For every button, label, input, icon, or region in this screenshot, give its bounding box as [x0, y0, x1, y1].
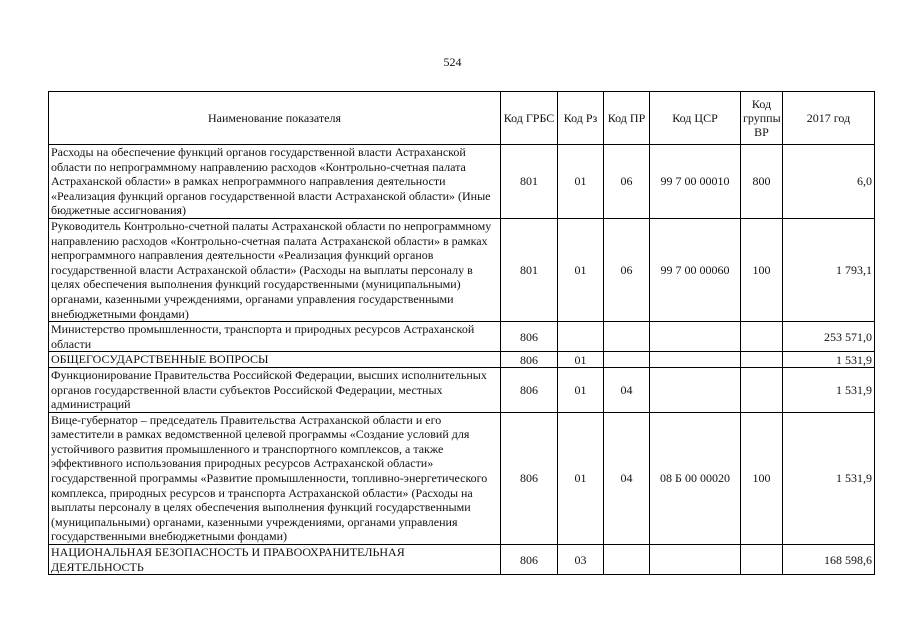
table-row — [49, 218, 875, 321]
cell-csr: 08 Б 00 00020 — [650, 412, 741, 544]
header-pr: Код ПР — [604, 92, 650, 145]
table-row — [49, 412, 875, 544]
cell-vr: 100 — [741, 412, 783, 544]
cell-name: ОБЩЕГОСУДАРСТВЕННЫЕ ВОПРОСЫ — [49, 352, 501, 368]
cell-vr: 100 — [741, 218, 783, 321]
cell-pr: 04 — [604, 412, 650, 544]
table-header-row — [49, 92, 875, 145]
cell-pr: 04 — [604, 367, 650, 412]
cell-value: 1 531,9 — [783, 367, 875, 412]
header-name: Наименование показателя — [49, 92, 501, 145]
cell-rz — [558, 322, 604, 352]
cell-grbs: 801 — [501, 218, 558, 321]
cell-pr: 06 — [604, 218, 650, 321]
table-row — [49, 352, 875, 368]
cell-rz: 01 — [558, 145, 604, 219]
cell-pr — [604, 322, 650, 352]
cell-csr — [650, 545, 741, 575]
cell-vr: 800 — [741, 145, 783, 219]
header-year: 2017 год — [783, 92, 875, 145]
cell-value: 1 793,1 — [783, 218, 875, 321]
cell-pr — [604, 545, 650, 575]
cell-rz: 01 — [558, 412, 604, 544]
cell-name: Вице-губернатор – председатель Правительства Астраханской области и его заместители в рамках ведомственной целевой программы «Создание условий для устойчивого развития промышленного и транспортного комплексов, а также эффективного использования природных ресурсов Астраханской области» государственной программы «Развитие промышленности, топливно-энергетического комплекса, природных ресурсов и транспорта Астраханской области» (Расходы на выплаты персоналу в целях обеспечения выполнения функций государственными (муниципальными) органами, казенными учреждениями, органами управления государственными внебюджетными фондами) — [49, 412, 501, 544]
cell-vr — [741, 352, 783, 368]
cell-value: 6,0 — [783, 145, 875, 219]
cell-grbs: 806 — [501, 545, 558, 575]
page-number: 524 — [443, 55, 462, 69]
cell-csr — [650, 352, 741, 368]
budget-table — [48, 91, 875, 575]
table-row — [49, 322, 875, 352]
cell-pr: 06 — [604, 145, 650, 219]
cell-csr — [650, 322, 741, 352]
cell-grbs: 806 — [501, 352, 558, 368]
cell-grbs: 806 — [501, 412, 558, 544]
header-vr: Код группы ВР — [741, 92, 783, 145]
cell-rz: 03 — [558, 545, 604, 575]
cell-name: Министерство промышленности, транспорта и природных ресурсов Астраханской области — [49, 322, 501, 352]
table-row — [49, 367, 875, 412]
cell-name: Функционирование Правительства Российской Федерации, высших исполнительных органов государственной власти субъектов Российской Федерации, местных администраций — [49, 367, 501, 412]
cell-value: 168 598,6 — [783, 545, 875, 575]
header-rz: Код Рз — [558, 92, 604, 145]
cell-csr: 99 7 00 00060 — [650, 218, 741, 321]
cell-rz: 01 — [558, 352, 604, 368]
cell-grbs: 801 — [501, 145, 558, 219]
cell-value: 1 531,9 — [783, 412, 875, 544]
table-row — [49, 145, 875, 219]
cell-rz: 01 — [558, 367, 604, 412]
cell-name: Расходы на обеспечение функций органов государственной власти Астраханской области по непрограммному направлению расходов «Контрольно-счетная палата Астраханской области» в рамках непрограммного направления деятельности «Реализация функций органов государственной власти Астраханской области» (Иные бюджетные ассигнования) — [49, 145, 501, 219]
cell-rz: 01 — [558, 218, 604, 321]
cell-name: Руководитель Контрольно-счетной палаты Астраханской области по непрограммному направлению расходов «Контрольно-счетная палата Астраханской области» в рамках непрограммного направления деятельности «Реализация функций органов государственной власти Астраханской области» (Расходы на выплаты персоналу в целях обеспечения выполнения функций государственными (муниципальными) органами, казенными учреждениями, органами управления государственными внебюджетными фондами) — [49, 218, 501, 321]
cell-vr — [741, 322, 783, 352]
cell-value: 253 571,0 — [783, 322, 875, 352]
table-row — [49, 545, 875, 575]
cell-csr — [650, 367, 741, 412]
cell-grbs: 806 — [501, 367, 558, 412]
cell-vr — [741, 367, 783, 412]
header-grbs: Код ГРБС — [501, 92, 558, 145]
cell-csr: 99 7 00 00010 — [650, 145, 741, 219]
cell-name: НАЦИОНАЛЬНАЯ БЕЗОПАСНОСТЬ И ПРАВООХРАНИТЕЛЬНАЯ ДЕЯТЕЛЬНОСТЬ — [49, 545, 501, 575]
cell-vr — [741, 545, 783, 575]
cell-pr — [604, 352, 650, 368]
cell-grbs: 806 — [501, 322, 558, 352]
header-csr: Код ЦСР — [650, 92, 741, 145]
cell-value: 1 531,9 — [783, 352, 875, 368]
